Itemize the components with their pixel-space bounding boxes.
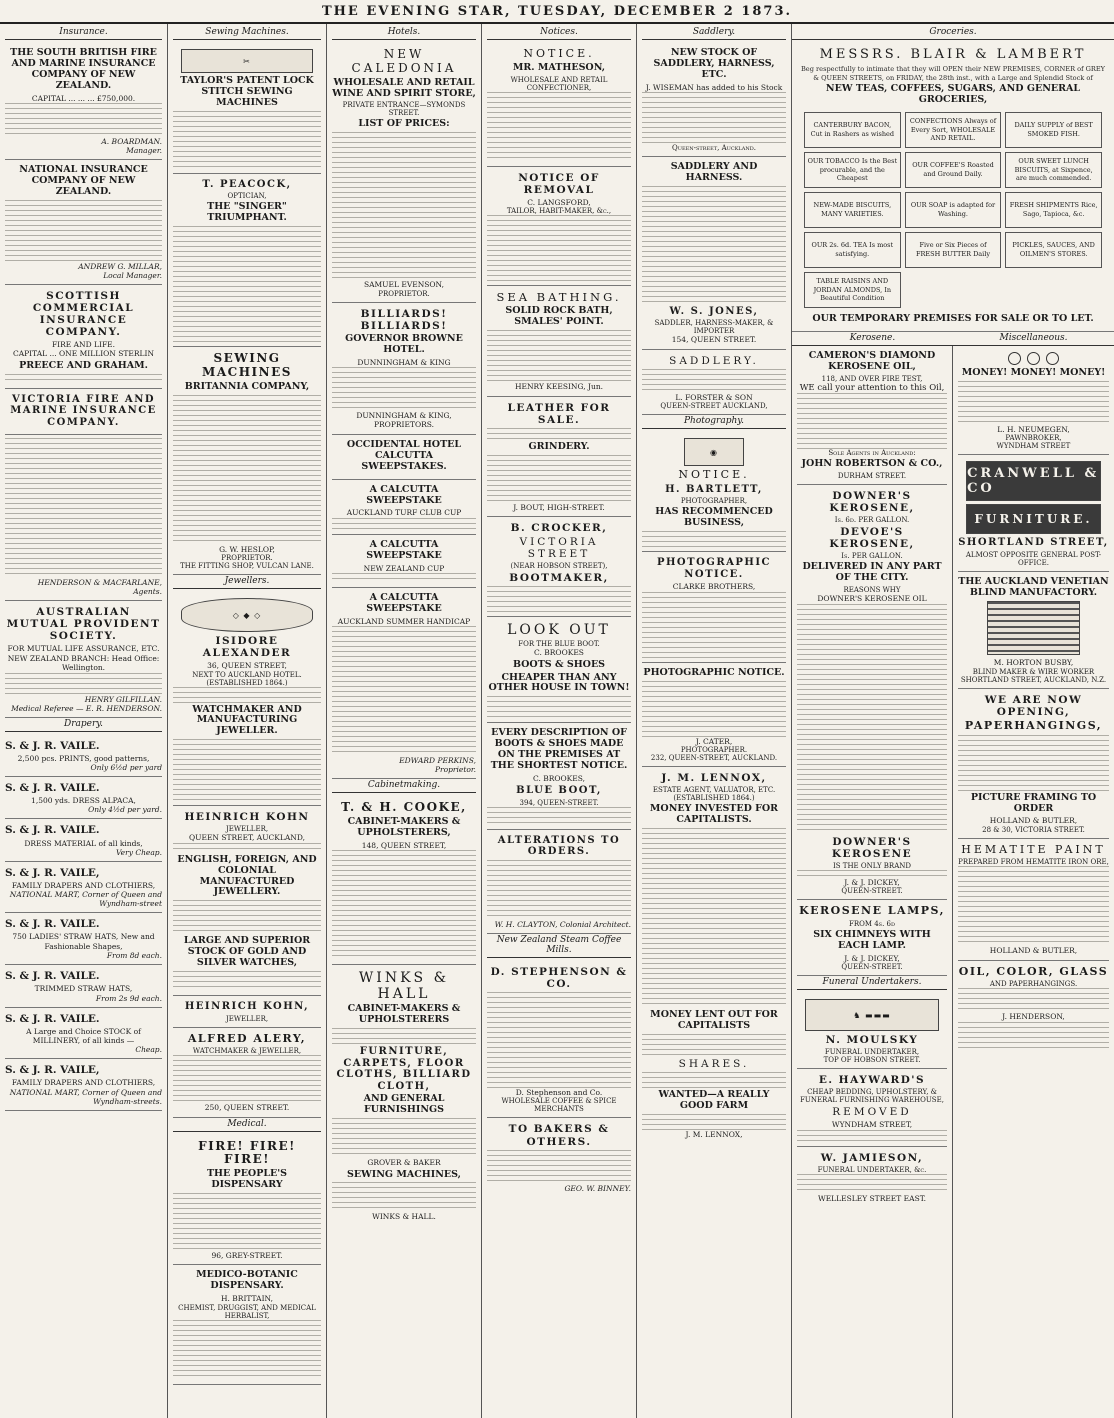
ad-vaile: [5, 913, 162, 965]
ad-item: FAMILY DRAPERS AND CLOTHIERS,: [11, 880, 156, 890]
jeweller-emblem: ◇ ◆ ◇: [181, 598, 313, 632]
grocery-cell: OUR 2s. 6d. TEA Is most satisfying.: [804, 232, 901, 268]
ad-camerons-kerosene: CAMERON'S DIAMOND KEROSENE OIL, 118, AND OVER FIRE TEST, WE call your attention to this Oil, Sole Agents in Auckland: JOHN ROBERTSON & CO., DURHAM STREET.: [797, 346, 947, 485]
section-notices: Notices.: [487, 26, 631, 40]
grocery-cell: DAILY SUPPLY of BEST SMOKED FISH.: [1005, 112, 1102, 148]
ad-item: A Large and Choice STOCK of MILLINERY, of all kinds —: [26, 1026, 141, 1045]
ad-hayward-bedding: E. HAYWARD'S CHEAP BEDDING, UPHOLSTERY, & FUNERAL FURNISHING WAREHOUSE, REMOVED WYNDHAM STREET,: [797, 1069, 947, 1147]
vaile-ad-list: [5, 735, 162, 1111]
grocery-cell: OUR COFFEE'S Roasted and Ground Daily.: [905, 152, 1002, 188]
ad-occidental-hotel: OCCIDENTAL HOTEL CALCUTTA SWEEPSTAKES.: [332, 435, 476, 480]
section-saddlery: Saddlery.: [642, 26, 786, 40]
lower-split: [792, 346, 1114, 1418]
ad-neumegen-pawnbroker: MONEY! MONEY! MONEY! L. H. NEUMEGEN, PAWNBROKER, WYNDHAM STREET: [958, 346, 1109, 455]
ad-peacock-optician: T. PEACOCK, OPTICIAN, THE "SINGER" TRIUMPHANT.: [173, 174, 321, 347]
grocery-grid: [798, 108, 1108, 312]
columns: [0, 24, 1114, 1418]
ad-leather-for-sale: LEATHER FOR SALE. GRINDERY. J. BOUT, HIGH-STREET.: [487, 397, 631, 517]
masthead: THE EVENING STAR, TUESDAY, DECEMBER 2 1873.: [0, 0, 1114, 24]
ad-south-british: THE SOUTH BRITISH FIRE AND MARINE INSURANCE COMPANY OF NEW ZEALAND. CAPITAL ... ... ... £750,000. A. BOARDMAN. Manager.: [5, 43, 162, 160]
column-insurance-drapery: [0, 24, 168, 1418]
grocery-cell: OUR SWEET LUNCH BISCUITS, at Sixpence, are much commended.: [1005, 152, 1102, 188]
ad-isidore-alexander: ◇ ◆ ◇ ISIDORE ALEXANDER 36, QUEEN STREET, NEXT TO AUCKLAND HOTEL. (ESTABLISHED 1864.) WATCHMAKER AND MANUFACTURING JEWELLER.: [173, 592, 321, 806]
ad-new-caledonia: NEW CALEDONIA WHOLESALE AND RETAIL WINE AND SPIRIT STORE, PRIVATE ENTRANCE—SYMONDS STREET. LIST OF PRICES: SAMUEL EVENSON, PROPRIETOR.: [332, 43, 476, 303]
ad-britannia-sewing: SEWING MACHINES BRITANNIA COMPANY, G. W. HESLOP, PROPRIETOR. THE FITTING SHOP, VULCAN LANE.: [173, 347, 321, 575]
advertiser-name: S. & J. R. VAILE.: [5, 782, 100, 794]
ad-kerosene-lamps: KEROSENE LAMPS, FROM 4s. 6d SIX CHIMNEYS WITH EACH LAMP. J. & J. DICKEY, QUEEN-STREET.: [797, 900, 947, 976]
ad-downers-kerosene: DOWNER'S KEROSENE, Is. 6d. PER GALLON. DEVOE'S KEROSENE, Is. PER GALLON. DELIVERED IN ANY PART OF THE CITY. REASONS WHY DOWNER'S KEROSENE OIL DOWNER'S KEROSENE IS THE ONLY BRAND J. & J. DICKEY, QUEEN-STREET.: [797, 485, 947, 900]
ad-look-out-blue-boot: LOOK OUT FOR THE BLUE BOOT. C. BROOKES BOOTS & SHOES CHEAPER THAN ANY OTHER HOUSE IN TOWN!: [487, 617, 631, 723]
ad-moulsky-undertaker: ♞ ▬▬▬ N. MOULSKY FUNERAL UNDERTAKER, TOP OF HOBSON STREET.: [797, 993, 947, 1069]
grocery-cell: NEW-MADE BISCUITS, MANY VARIETIES.: [804, 192, 901, 228]
section-kerosene: Kerosene.: [849, 332, 896, 343]
ad-jamieson-undertaker: W. JAMIESON, FUNERAL UNDERTAKER, &c. WELLESLEY STREET EAST.: [797, 1147, 947, 1207]
ad-peoples-dispensary: FIRE! FIRE! FIRE! THE PEOPLE'S DISPENSARY 96, GREY-STREET.: [173, 1135, 321, 1266]
advertiser-name: S. & J. R. VAILE.: [5, 1012, 100, 1025]
grocery-cell: Five or Six Pieces of FRESH BUTTER Daily: [905, 232, 1002, 268]
ad-bartlett-photographer: ◉ NOTICE. H. BARTLETT, PHOTOGRAPHER, HAS RECOMMENCED BUSINESS,: [642, 432, 786, 552]
ad-heinrich-kohn-2: HEINRICH KOHN, JEWELLER,: [173, 996, 321, 1028]
ad-australian-mutual: AUSTRALIAN MUTUAL PROVIDENT SOCIETY. FOR MUTUAL LIFE ASSURANCE, ETC. NEW ZEALAND BRANCH: Head Office: Wellington. HENRY GILFILLAN. Medical Referee — E. R. HENDERSON.: [5, 601, 162, 717]
column-hotels-cabinet: [327, 24, 482, 1418]
ad-item: DRESS MATERIAL of all kinds,: [24, 838, 143, 848]
ad-vaile: [5, 777, 162, 819]
ad-lennox-estate: J. M. LENNOX, ESTATE AGENT, VALUATOR, ETC. (ESTABLISHED 1864.) MONEY INVESTED FOR CAPITALISTS. MONEY LENT OUT FOR CAPITALISTS SHARES. WANTED—A REALLY GOOD FARM J. M. LENNOX,: [642, 767, 786, 1143]
grocery-cell: FRESH SHIPMENTS Rice, Sago, Tapioca, &c.: [1005, 192, 1102, 228]
miscellaneous-column: [953, 346, 1114, 1418]
ad-stephenson-coffee: D. STEPHENSON & CO. D. Stephenson and Co. WHOLESALE COFFEE & SPICE MERCHANTS: [487, 961, 631, 1119]
ad-price: Cheap.: [135, 1045, 162, 1055]
grocery-cell: CONFECTIONS Always of Every Sort, WHOLESALE AND RETAIL.: [905, 112, 1002, 148]
section-sewing-machines: Sewing Machines.: [173, 26, 321, 40]
grocery-cell: CANTERBURY BACON, Cut in Rashers as wished: [804, 112, 901, 148]
section-medical: Medical.: [173, 1118, 321, 1132]
ad-venetian-blinds: THE AUCKLAND VENETIAN BLIND MANUFACTORY. M. HORTON BUSBY, BLIND MAKER & WIRE WORKER SHORTLAND STREET, AUCKLAND, N.Z.: [958, 572, 1109, 689]
grocery-cell: TABLE RAISINS AND JORDAN ALMONDS, In Beautiful Condition: [804, 272, 901, 308]
grocery-cell: PICKLES, SAUCES, AND OILMEN'S STORES.: [1005, 232, 1102, 268]
venetian-blind-image: [987, 601, 1080, 655]
ad-price: From 2s 9d each.: [95, 993, 162, 1003]
section-miscellaneous: Miscellaneous.: [999, 332, 1068, 343]
kerosene-funeral-column: [792, 346, 953, 1418]
ad-alterations: ALTERATIONS TO ORDERS. W. H. CLAYTON, Colonial Architect.: [487, 830, 631, 934]
ad-price: Only 4½d per yard.: [88, 805, 162, 815]
ad-crocker-bootmaker: B. CROCKER, VICTORIA STREET (NEAR HOBSON STREET), BOOTMAKER,: [487, 517, 631, 617]
sewing-machine-engraving: ✂: [181, 49, 313, 73]
ad-national-insurance: NATIONAL INSURANCE COMPANY OF NEW ZEALAND. ANDREW G. MILLAR, Local Manager.: [5, 160, 162, 285]
ad-item: 2,500 pcs. PRINTS, good patterns,: [17, 753, 150, 763]
ad-cooke-cabinet: T. & H. COOKE, CABINET-MAKERS & UPHOLSTERERS, 148, QUEEN STREET,: [332, 796, 476, 965]
ad-price: Only 6½d per yard: [90, 763, 162, 772]
ad-wiseman-saddlery: NEW STOCK OF SADDLERY, HARNESS, ETC. J. WISEMAN has added to his Stock Queen-street, Auckland.: [642, 43, 786, 157]
section-coffee-mills: New Zealand Steam Coffee Mills.: [487, 934, 631, 958]
ad-henderson-macfarlane: HENDERSON & MACFARLANE, Agents.: [5, 435, 162, 601]
furniture-banner: FURNITURE.: [966, 504, 1101, 534]
ad-winks-hall: WINKS & HALL CABINET-MAKERS & UPHOLSTERERS FURNITURE, CARPETS, FLOOR CLOTHS, BILLIARD CLOTH, AND GENERAL FURNISHINGS GROVER & BAKER SEWING MACHINES, WINKS & HALL.: [332, 965, 476, 1226]
column-sewing-jewellers-medical: [168, 24, 327, 1418]
ad-vaile: [5, 965, 162, 1007]
grocery-cell: OUR TOBACCO Is the Best procurable, and the Cheapest: [804, 152, 901, 188]
ad-cater-photographer: PHOTOGRAPHIC NOTICE. J. CATER, PHOTOGRAPHER. 232, QUEEN-STREET, AUCKLAND.: [642, 663, 786, 767]
ad-sea-bathing: SEA BATHING. SOLID ROCK BATH, SMALES' POINT. HENRY KEESING, Jun.: [487, 286, 631, 396]
ad-price: NATIONAL MART, Corner of Queen and Wyndham-streets.: [9, 1087, 162, 1106]
ad-vaile: [5, 1008, 162, 1060]
camera-emblem: ◉: [684, 438, 744, 466]
hearse-engraving: ♞ ▬▬▬: [805, 999, 939, 1031]
ad-item: FAMILY DRAPERS AND CLOTHIERS,: [11, 1078, 156, 1088]
ad-calcutta-nz-cup: A CALCUTTA SWEEPSTAKE NEW ZEALAND CUP: [332, 535, 476, 588]
ad-cranwell-furniture: CRANWELL & CO FURNITURE. SHORTLAND STREET, ALMOST OPPOSITE GENERAL POST-OFFICE.: [958, 455, 1109, 572]
ad-price: NATIONAL MART, Corner of Queen and Wyndham-street: [9, 890, 162, 909]
ad-calcutta-summer: A CALCUTTA SWEEPSTAKE AUCKLAND SUMMER HANDICAP EDWARD PERKINS, Proprietor.: [332, 588, 476, 779]
ad-scottish-commercial: SCOTTISH COMMERCIAL INSURANCE COMPANY. FIRE AND LIFE. CAPITAL ... ONE MILLION STERLIN PREECE AND GRAHAM.: [5, 285, 162, 389]
ad-alfred-alery: ALFRED ALERY, WATCHMAKER & JEWELLER, 250, QUEEN STREET.: [173, 1028, 321, 1118]
column-groceries-kerosene-misc: [792, 24, 1114, 1418]
ad-paperhangings: WE ARE NOW OPENING, PAPERHANGINGS, PICTURE FRAMING TO ORDER HOLLAND & BUTLER, 28 & 30, VICTORIA STREET.: [958, 689, 1109, 839]
advertiser-name: S. & J. R. VAILE,: [5, 1064, 100, 1077]
section-jewellers: Jewellers.: [173, 575, 321, 589]
advertiser-name: S. & J. R. VAILE.: [5, 970, 100, 983]
ad-price: From 8d each.: [106, 951, 162, 961]
ad-clarke-brothers: PHOTOGRAPHIC NOTICE. CLARKE BROTHERS,: [642, 552, 786, 662]
section-photography: Photography.: [642, 415, 786, 429]
ad-item: 750 LADIES' STRAW HATS, New and Fashionable Shapes,: [12, 932, 155, 951]
section-hotels: Hotels.: [332, 26, 476, 40]
ad-brookes-blue-boot: EVERY DESCRIPTION OF BOOTS & SHOES MADE ON THE PREMISES AT THE SHORTEST NOTICE. C. BROOKES, BLUE BOOT, 394, QUEEN-STREET.: [487, 723, 631, 830]
ad-vaile: [5, 735, 162, 777]
section-cabinetmaking: Cabinetmaking.: [332, 779, 476, 793]
ad-forster-saddlery: SADDLERY. L. FORSTER & SON QUEEN-STREET AUCKLAND,: [642, 350, 786, 415]
advertiser-name: S. & J. R. VAILE.: [5, 739, 100, 752]
ad-victoria-insurance: VICTORIA FIRE AND MARINE INSURANCE COMPANY.: [5, 389, 162, 436]
ad-item: TRIMMED STRAW HATS,: [34, 984, 133, 994]
section-funeral: Funeral Undertakers.: [797, 976, 947, 990]
ad-langsford-removal: NOTICE OF REMOVAL C. LANGSFORD, TAILOR, HABIT-MAKER, &c.,: [487, 167, 631, 287]
ad-price: Very Cheap.: [115, 847, 162, 857]
ad-billiards: BILLIARDS! BILLIARDS! GOVERNOR BROWNE HOTEL. DUNNINGHAM & KING DUNNINGHAM & KING, PROPRIETORS.: [332, 303, 476, 435]
column-notices: [482, 24, 637, 1418]
ad-blair-lambert: MESSRS. BLAIR & LAMBERT Beg respectfully to intimate that they will OPEN their NEW PREMISES, CORNER of GREY & QUEEN STREETS, on FRIDAY, the 28th inst., with a Large and Splendid Stock of NEW TEAS, COFFEES, SUGARS, AND GENERAL GROCERIES, CANTERBURY BACON, Cut in Rashers as wished CONFECTIONS Always of Every Sort, WHOLESALE AND RETAIL. DAILY SUPPLY of BEST SMOKED FISH. OUR TOBACCO Is the Best procurable, and the Cheapest OUR COFFEE'S Roasted and Ground Daily. OUR SWEET LUNCH BISCUITS, at Sixpence, are much commended. NEW-MADE BISCUITS, MANY VARIETIES. OUR SOAP is adapted for Washing. FRESH SHIPMENTS Rice, Sago, Tapioca, &c. OUR 2s. 6d. TEA Is most satisfying. Five or Six Pieces of FRESH BUTTER Daily PICKLES, SAUCES, AND OILMEN'S STORES. TABLE RAISINS AND JORDAN ALMONDS, In Beautiful Condition OUR TEMPORARY PREMISES FOR SALE OR TO LET.: [792, 43, 1114, 332]
section-groceries: Groceries.: [792, 26, 1114, 40]
ad-to-bakers: TO BAKERS & OTHERS. GEO. W. BINNEY.: [487, 1118, 631, 1196]
section-insurance: Insurance.: [5, 26, 162, 40]
ad-calcutta-turf-club: A CALCUTTA SWEEPSTAKE AUCKLAND TURF CLUB CUP: [332, 480, 476, 535]
ad-taylors-patent: ✂ TAYLOR'S PATENT LOCK STITCH SEWING MACHINES: [173, 43, 321, 174]
ad-matheson: NOTICE. MR. MATHESON, WHOLESALE AND RETAIL CONFECTIONER,: [487, 43, 631, 167]
ad-heinrich-kohn: HEINRICH KOHN JEWELLER, QUEEN STREET, AUCKLAND, ENGLISH, FOREIGN, AND COLONIAL MANUFACTURED JEWELLERY. LARGE AND SUPERIOR STOCK OF GOLD AND SILVER WATCHES,: [173, 806, 321, 996]
section-drapery: Drapery.: [5, 718, 162, 732]
ad-oil-color-glass: OIL, COLOR, GLASS AND PAPERHANGINGS. J. HENDERSON,: [958, 961, 1109, 1056]
ad-item: 1,500 yds. DRESS ALPACA,: [31, 796, 136, 806]
ad-medico-botanic: MEDICO-BOTANIC DISPENSARY. H. BRITTAIN, CHEMIST, DRUGGIST, AND MEDICAL HERBALIST,: [173, 1265, 321, 1384]
section-bar: [792, 332, 1114, 346]
ad-hematite-paint: HEMATITE PAINT PREPARED FROM HEMATITE IRON ORE, HOLLAND & BUTLER,: [958, 839, 1109, 961]
advertiser-name: S. & J. R. VAILE.: [5, 918, 100, 931]
ad-jones-harness: SADDLERY AND HARNESS. W. S. JONES, SADDLER, HARNESS-MAKER, & IMPORTER 154, QUEEN STREET.: [642, 157, 786, 350]
advertiser-name: S. & J. R. VAILE,: [5, 866, 100, 879]
coins-icon: [958, 352, 1109, 365]
ad-vaile: [5, 819, 162, 861]
grocery-cell: OUR SOAP is adapted for Washing.: [905, 192, 1002, 228]
ad-vaile: [5, 1059, 162, 1110]
column-saddlery-photography: [637, 24, 792, 1418]
advertiser-name: S. & J. R. VAILE.: [5, 824, 100, 837]
ad-vaile: [5, 862, 162, 913]
cranwell-banner: CRANWELL & CO: [966, 461, 1101, 501]
